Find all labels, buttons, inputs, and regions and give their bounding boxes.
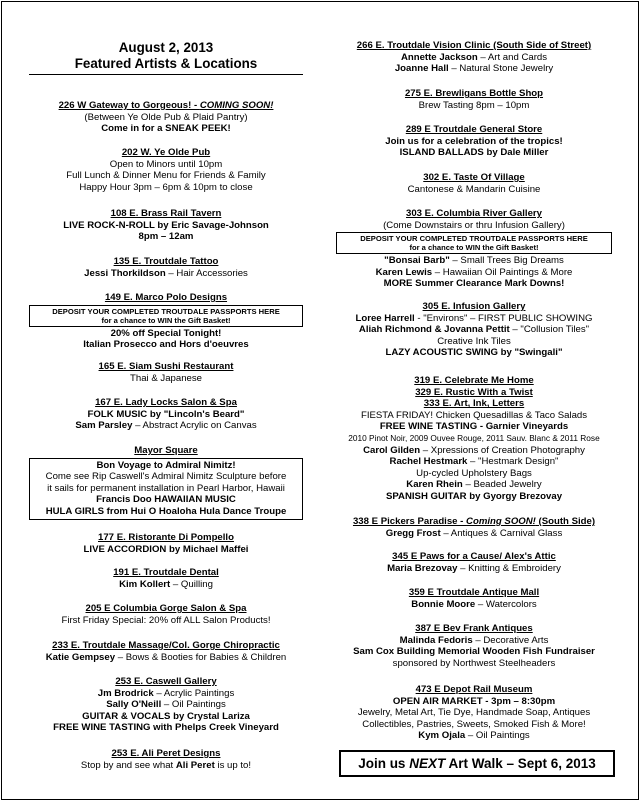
listing-line: SPANISH GUITAR by Gyorgy Brezovay	[385, 490, 563, 502]
listing-387e	[336, 623, 612, 669]
listing-line: Italian Prosecco and Hors d'oeuvres	[83, 339, 249, 351]
listing-359e	[336, 587, 612, 610]
listing-line: FOLK MUSIC by "Lincoln's Beard"	[87, 408, 245, 420]
listing-275e	[336, 88, 612, 111]
listing-heading: 338 E Pickers Paradise -	[352, 516, 467, 527]
coming-soon-label: Coming SOON!	[466, 516, 536, 527]
listing-heading: 149 E. Marco Polo Designs	[104, 292, 228, 303]
event-date: August 2, 2013	[118, 40, 214, 55]
listing-line: 2010 Pinot Noir, 2009 Ouvee Rouge, 2011 Sauv. Blanc & 2011 Rose	[348, 432, 600, 443]
artist-name: Kym Ojala	[418, 730, 466, 742]
artist-detail: – Quilling	[170, 578, 213, 590]
page-header	[29, 40, 303, 72]
artist-detail: – Xpressions of Creation Photography	[420, 444, 585, 456]
listing-heading: 135 E. Troutdale Tattoo	[113, 256, 219, 267]
listing-line: is up to!	[214, 759, 252, 771]
artist-name: Jessi Thorkildson	[84, 267, 166, 279]
listing-heading: 305 E. Infusion Gallery	[422, 301, 526, 312]
mayor-square-box	[29, 458, 303, 520]
listing-heading: 167 E. Lady Locks Salon & Spa	[95, 397, 237, 408]
listing-mayor-square	[29, 445, 303, 521]
listing-heading: 359 E Troutdale Antique Mall	[408, 587, 540, 598]
listing-heading: 191 E. Troutdale Dental	[113, 567, 219, 578]
artist-name: Karen Lewis	[375, 266, 433, 278]
listing-line: 8pm – 12am	[138, 231, 194, 243]
banner-text: Join us	[358, 756, 410, 771]
artist-name: Rachel Hestmark	[389, 456, 468, 468]
listing-line: (Between Ye Olde Pub & Plaid Pantry)	[84, 111, 248, 123]
artist-detail: – Hawaiian Oil Paintings & More	[432, 266, 573, 278]
artist-detail: – Natural Stone Jewelry	[448, 63, 554, 75]
listing-line: ISLAND BALLADS by Dale Miller	[399, 147, 549, 159]
artist-name: Annette Jackson	[400, 51, 478, 63]
listing-line: GUITAR & VOCALS by Crystal Lariza	[82, 710, 250, 722]
listing-205e	[29, 603, 303, 626]
listing-305e	[336, 301, 612, 359]
listing-149e	[29, 292, 303, 351]
listing-heading: 108 E. Brass Rail Tavern	[110, 208, 222, 219]
listing-heading: 387 E Bev Frank Antiques	[415, 623, 533, 634]
listing-line: HULA GIRLS from Hui O Hoaloha Hula Dance Troupe	[45, 505, 287, 517]
artist-name: Aliah Richmond & Jovanna Pettit	[358, 324, 510, 336]
listing-338e	[336, 516, 612, 539]
artist-name: Sam Parsley	[75, 420, 133, 432]
artist-name: Ali Peret	[175, 759, 215, 771]
listing-line: FREE WINE TASTING with Phelps Creek Vineyard	[53, 722, 279, 734]
listing-line: First Friday Special: 20% off ALL Salon Products!	[61, 614, 271, 626]
listing-302e	[336, 172, 612, 195]
listing-line: Full Lunch & Dinner Menu for Friends & Family	[66, 170, 266, 182]
listing-heading: 275 E. Brewligans Bottle Shop	[404, 88, 544, 99]
banner-emphasis: NEXT	[409, 756, 446, 771]
listing-heading: 253 E. Ali Peret Designs	[111, 748, 221, 759]
listing-319-333e	[336, 375, 612, 503]
artist-detail: – Oil Paintings	[161, 699, 226, 711]
page-title: Featured Artists & Locations	[74, 56, 258, 71]
listing-167e	[29, 397, 303, 432]
listing-line: Jewelry, Metal Art, Tie Dye, Handmade Soap, Antiques	[357, 707, 591, 719]
banner-text: Art Walk – Sept 6, 2013	[445, 756, 596, 771]
listing-191e	[29, 567, 303, 590]
listing-345e	[336, 551, 612, 574]
listing-heading: 205 E Columbia Gorge Salon & Spa	[85, 603, 247, 614]
artist-name: Joanne Hall	[394, 63, 449, 75]
artist-name: Katie Gempsey	[45, 651, 116, 663]
artist-name: Bonnie Moore	[411, 598, 476, 610]
artist-detail: – Art and Cards	[477, 51, 548, 63]
next-art-walk-banner	[339, 750, 615, 777]
listing-heading: 266 E. Troutdale Vision Clinic	[356, 40, 491, 51]
artist-detail: – Knitting & Embroidery	[457, 562, 561, 574]
artist-name: Jm Brodrick	[97, 687, 154, 699]
listing-line: Come in for a SNEAK PEEK!	[101, 123, 231, 135]
listing-202w	[29, 147, 303, 193]
listing-line: (Come Downstairs or thru Infusion Gallery)	[383, 219, 565, 231]
listing-line: FREE WINE TASTING - Garnier Vineyards	[379, 421, 569, 433]
listing-heading: 319 E. Celebrate Me Home	[414, 375, 534, 386]
listing-135e	[29, 256, 303, 279]
deposit-line: for a chance to WIN the Gift Basket!	[409, 243, 539, 253]
artist-name: Gregg Frost	[385, 527, 441, 539]
listing-line: Join us for a celebration of the tropics!	[385, 135, 563, 147]
listing-line: Sam Cox Building Memorial Wooden Fish Fundraiser	[353, 646, 595, 658]
listing-heading: 473 E Depot Rail Museum	[415, 684, 533, 695]
listing-heading: 233 E. Troutdale Massage/Col. Gorge Chiropractic	[52, 640, 280, 651]
artist-name: Sally O'Neill	[106, 699, 162, 711]
artist-detail: – Abstract Acrylic on Canvas	[132, 420, 257, 432]
listing-heading: 345 E Paws for a Cause/ Alex's Attic	[392, 551, 556, 562]
listing-line: Brew Tasting 8pm – 10pm	[418, 99, 530, 111]
listing-line: it sails for permanent installation in Pearl Harbor, Hawaii	[47, 482, 285, 494]
artist-detail: – Antiques & Carnival Glass	[440, 527, 563, 539]
artist-name: Loree Harrell	[355, 312, 415, 324]
artist-name: Carol Gilden	[363, 444, 421, 456]
artist-detail: – "Hestmark Design"	[467, 456, 559, 468]
listing-line: Francis Doo HAWAIIAN MUSIC	[96, 494, 236, 506]
listing-line: 20% off Special Tonight!	[110, 327, 222, 339]
listing-473e	[336, 684, 612, 742]
listing-line: Stop by and see what	[80, 759, 176, 771]
artist-name: "Bonsai Barb"	[384, 255, 450, 267]
deposit-line: for a chance to WIN the Gift Basket!	[101, 315, 231, 325]
listing-226w	[29, 100, 303, 135]
listing-heading: Mayor Square	[134, 445, 198, 456]
listing-108e	[29, 208, 303, 243]
listing-line: MORE Summer Clearance Mark Downs!	[383, 278, 565, 290]
artist-detail: - "Environs" – FIRST PUBLIC SHOWING	[414, 312, 593, 324]
artist-name: Kim Kollert	[119, 578, 171, 590]
listing-heading: 289 E Troutdale General Store	[405, 124, 543, 135]
deposit-line: DEPOSIT YOUR COMPLETED TROUTDALE PASSPORTS HERE	[52, 306, 280, 316]
listing-heading: 333 E. Art, Ink, Letters	[423, 398, 525, 410]
passport-deposit-box	[336, 232, 612, 254]
listing-253e-caswell	[29, 676, 303, 734]
artist-name: Malinda Fedoris	[399, 634, 473, 646]
listing-177e	[29, 532, 303, 555]
listing-line: Cantonese & Mandarin Cuisine	[407, 183, 541, 195]
passport-deposit-box	[29, 305, 303, 327]
listing-heading-note: (South Side)	[535, 516, 596, 527]
artist-detail: – Decorative Arts	[472, 634, 549, 646]
listing-heading: 165 E. Siam Sushi Restaurant	[98, 361, 234, 372]
artist-name: Karen Rhein	[406, 479, 463, 491]
listing-233e	[29, 640, 303, 663]
listing-line: Open to Minors until 10pm	[109, 158, 223, 170]
artist-detail: – Acrylic Paintings	[153, 687, 235, 699]
artist-detail: – Beaded Jewelry	[462, 479, 542, 491]
listing-line: LIVE ROCK-N-ROLL by Eric Savage-Johnson	[63, 219, 269, 231]
listing-heading: 303 E. Columbia River Gallery	[406, 208, 542, 219]
listing-line: Happy Hour 3pm – 6pm & 10pm to close	[79, 181, 253, 193]
header-divider	[29, 74, 303, 75]
listing-line: Thai & Japanese	[130, 372, 202, 384]
artist-detail: – "Collusion Tiles"	[509, 324, 590, 336]
listing-line: Collectibles, Pastries, Sweets, Smoked Fish & More!	[362, 718, 586, 730]
listing-line: LIVE ACCORDION by Michael Maffei	[83, 543, 249, 555]
artist-detail: – Small Trees Big Dreams	[449, 255, 564, 267]
listing-heading: 329 E. Rustic With a Twist	[415, 386, 533, 398]
listing-line: FIESTA FRIDAY! Chicken Quesadillas & Taco Salads	[360, 409, 588, 421]
coming-soon-label: COMING SOON!	[199, 100, 274, 111]
listing-line: LAZY ACOUSTIC SWING by "Swingali"	[385, 347, 563, 359]
listing-253e-ali-peret	[29, 748, 303, 771]
listing-heading: 202 W. Ye Olde Pub	[121, 147, 211, 158]
artist-detail: – Oil Paintings	[465, 730, 530, 742]
artist-detail: – Bows & Booties for Babies & Children	[115, 651, 287, 663]
listing-266e	[336, 40, 612, 75]
listing-line: sponsored by Northwest Steelheaders	[392, 657, 556, 669]
listing-303e	[336, 208, 612, 290]
listing-289e	[336, 124, 612, 159]
artist-detail: – Hair Accessories	[165, 267, 248, 279]
listing-heading: 302 E. Taste Of Village	[423, 172, 525, 183]
listing-line: Creative Ink Tiles	[437, 335, 511, 347]
listing-165e	[29, 361, 303, 384]
listing-line: Come see Rip Caswell's Admiral Nimitz Sculpture before	[45, 471, 287, 483]
listing-heading: 226 W Gateway to Gorgeous! -	[58, 100, 200, 111]
listing-heading-note: (South Side of Street)	[490, 40, 592, 51]
deposit-line: DEPOSIT YOUR COMPLETED TROUTDALE PASSPORTS HERE	[360, 234, 588, 244]
artist-detail: – Watercolors	[475, 598, 537, 610]
listing-line: Bon Voyage to Admiral Nimitz!	[96, 459, 236, 471]
artist-name: Maria Brezovay	[387, 562, 458, 574]
listing-heading: 253 E. Caswell Gallery	[115, 676, 217, 687]
listing-line: Up-cycled Upholstery Bags	[416, 467, 532, 479]
listing-line: OPEN AIR MARKET - 3pm – 8:30pm	[392, 695, 556, 707]
listing-heading: 177 E. Ristorante Di Pompello	[98, 532, 234, 543]
